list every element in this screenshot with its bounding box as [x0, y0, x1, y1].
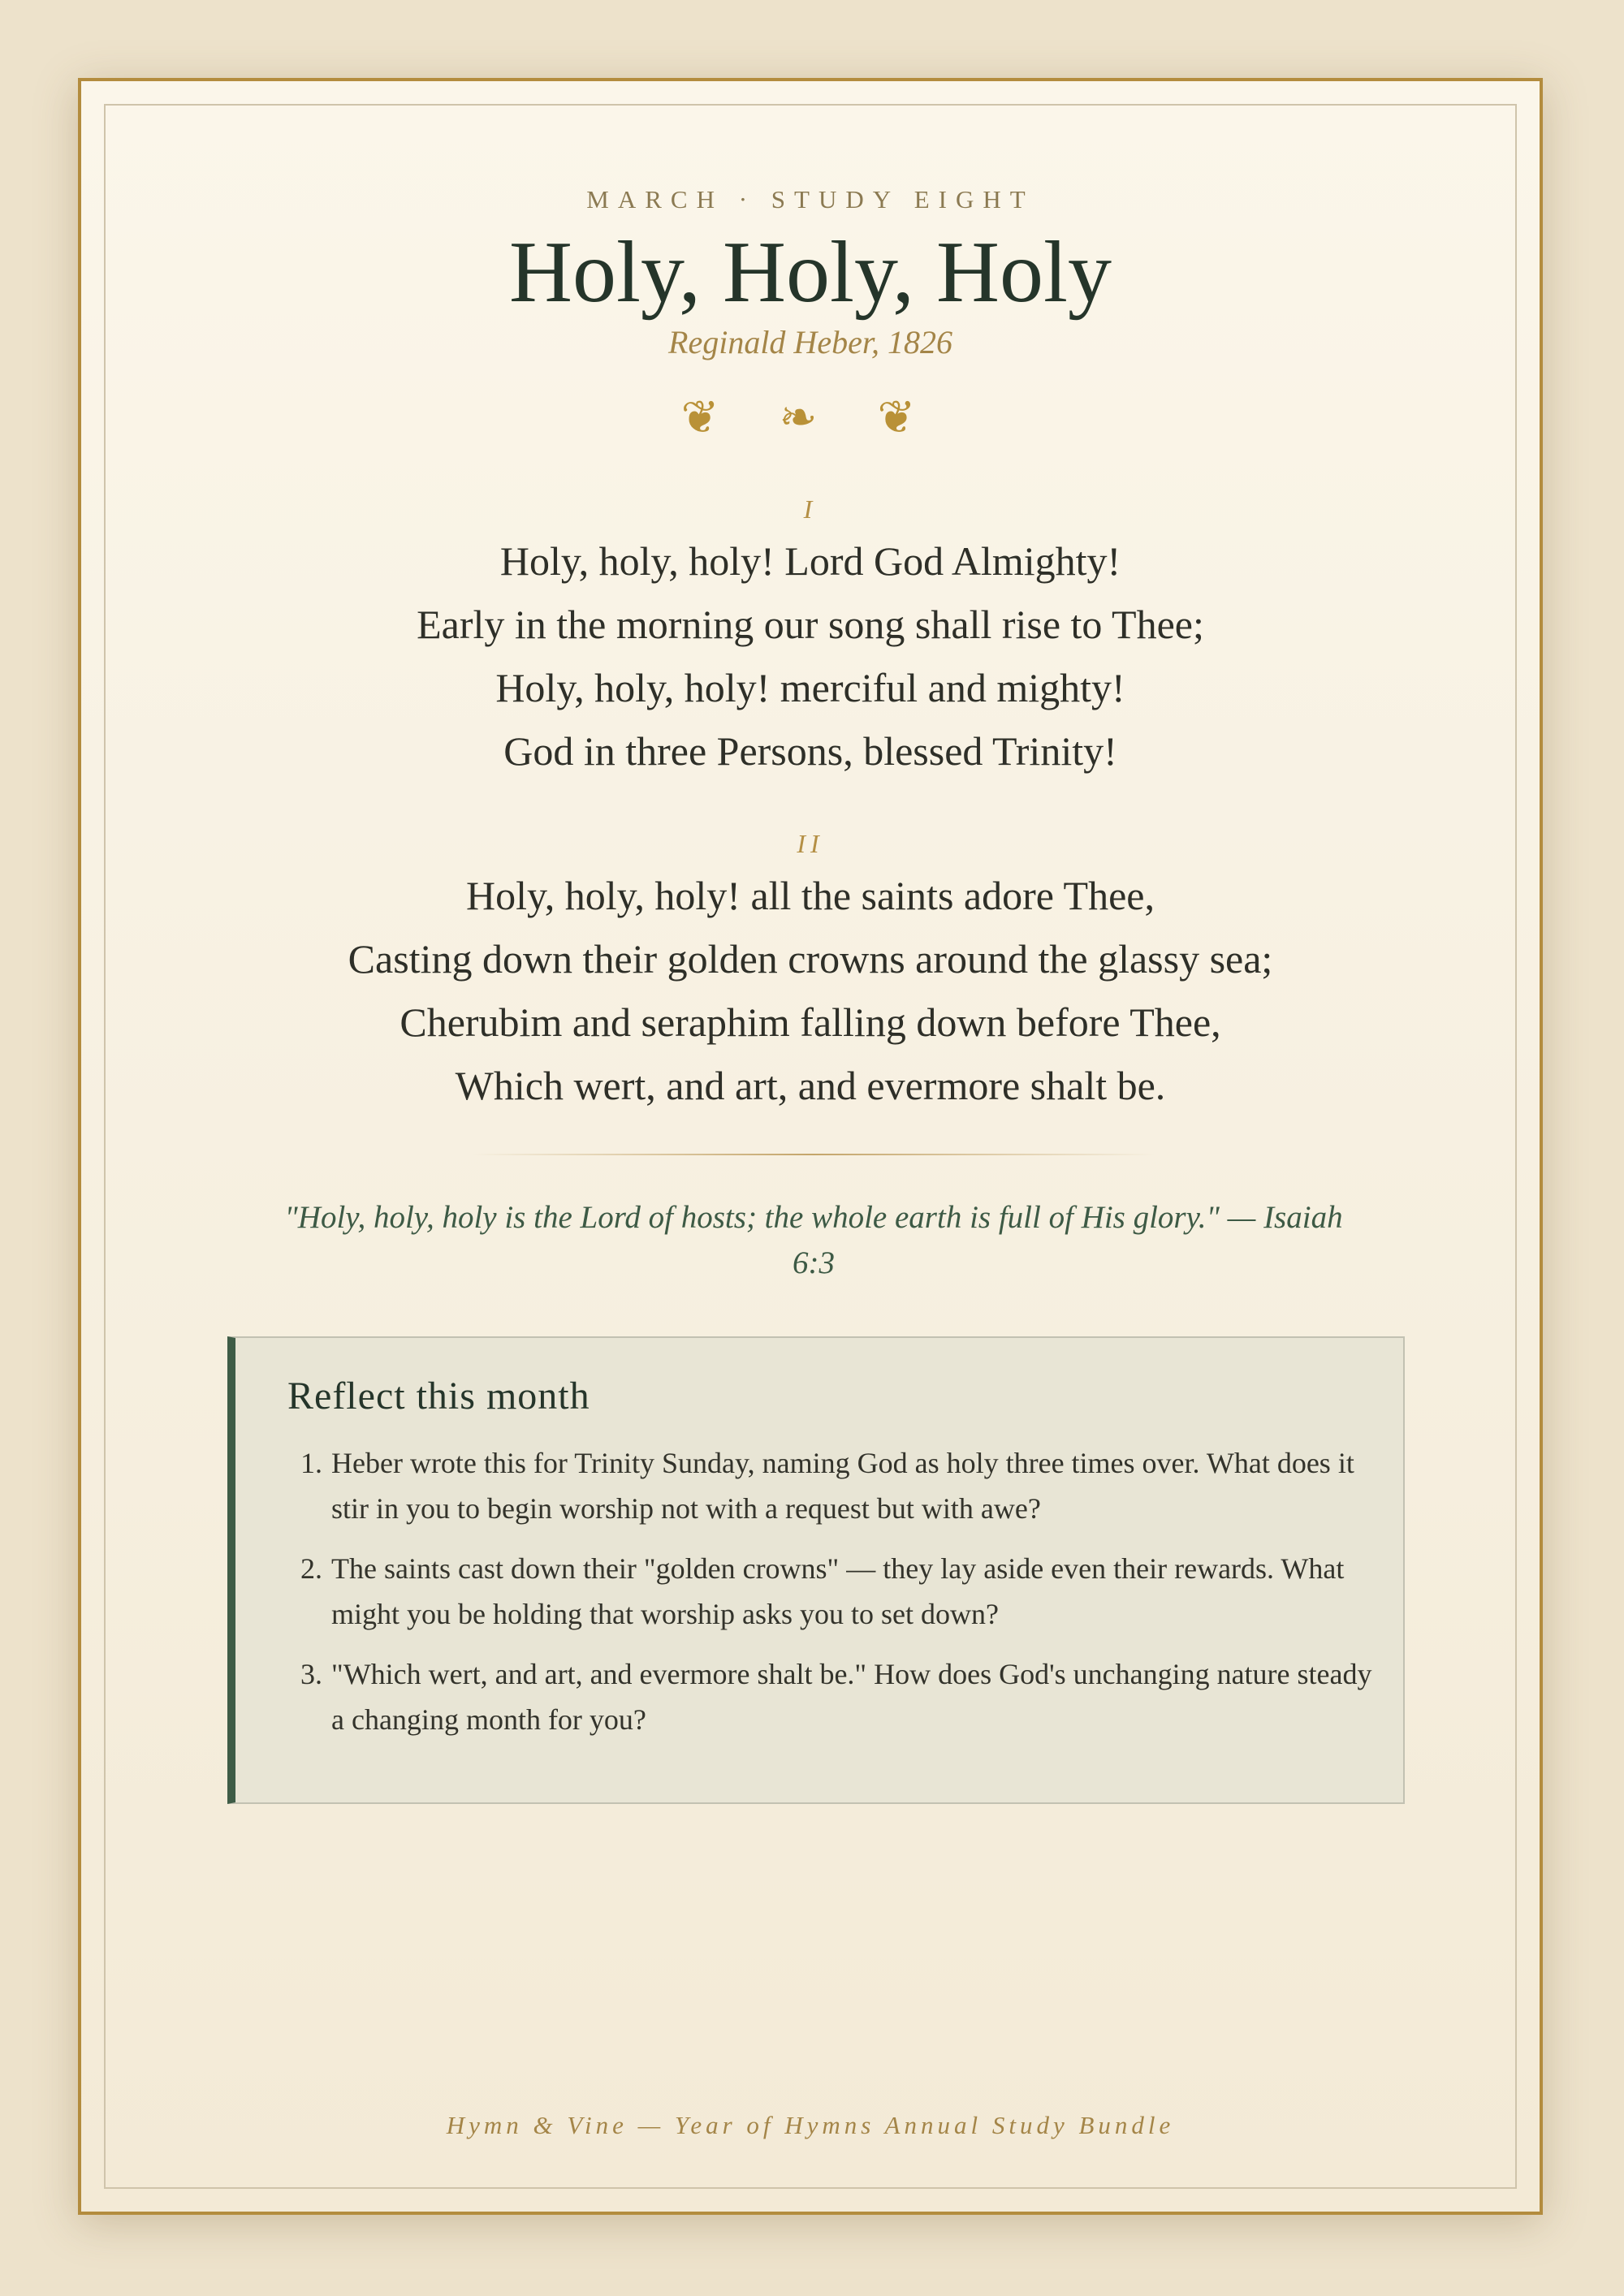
- scripture-quote: "Holy, holy, holy is the Lord of hosts; the whole earth is full of His glory." — Isaiah 6:3: [284, 1200, 1343, 1280]
- verse-line: Holy, holy, holy! Lord God Almighty!: [499, 538, 1121, 584]
- stanza-1: [81, 489, 1540, 783]
- reflect-question: 3. "Which wert, and art, and evermore shalt be." How does God's unchanging nature steady a changing month for you?: [330, 1651, 1376, 1742]
- section-divider: [473, 1154, 1155, 1155]
- fleuron-ornament-icon: ❦ ❧ ❦: [680, 393, 940, 443]
- verse-line: Which wert, and art, and evermore shalt be.: [455, 1063, 1166, 1108]
- verse-line: God in three Persons, blessed Trinity!: [503, 728, 1117, 774]
- study-page: [78, 78, 1543, 2215]
- reflect-question: 1. Heber wrote this for Trinity Sunday, naming God as holy three times over. What does it stir in you to begin worship not with a request but with awe?: [330, 1440, 1376, 1531]
- reflect-panel: [227, 1336, 1405, 1804]
- stanza-2: [81, 823, 1540, 1117]
- reflect-question: 2. The saints cast down their "golden crowns" — they lay aside even their rewards. What might you be holding that worship asks you to set down?: [330, 1546, 1376, 1637]
- study-kicker: MARCH · STUDY EIGHT: [586, 185, 1034, 214]
- hymn-author: Reginald Heber, 1826: [668, 324, 952, 360]
- verse-line: Casting down their golden crowns around the glassy sea;: [348, 936, 1273, 982]
- reflect-heading: Reflect this month: [287, 1375, 590, 1418]
- stanza-numeral: II: [797, 829, 824, 858]
- verse-line: Cherubim and seraphim falling down before Thee,: [400, 999, 1221, 1045]
- stanza-numeral: I: [803, 494, 818, 524]
- verse-line: Early in the morning our song shall rise to Thee;: [417, 602, 1204, 647]
- reflect-question-list: [287, 1440, 1376, 1757]
- hymn-title: Holy, Holy, Holy: [509, 224, 1112, 321]
- verse-line: Holy, holy, holy! all the saints adore Thee,: [466, 873, 1155, 918]
- page-footer: Hymn & Vine — Year of Hymns Annual Study Bundle: [446, 2111, 1175, 2139]
- verse-line: Holy, holy, holy! merciful and mighty!: [495, 665, 1125, 710]
